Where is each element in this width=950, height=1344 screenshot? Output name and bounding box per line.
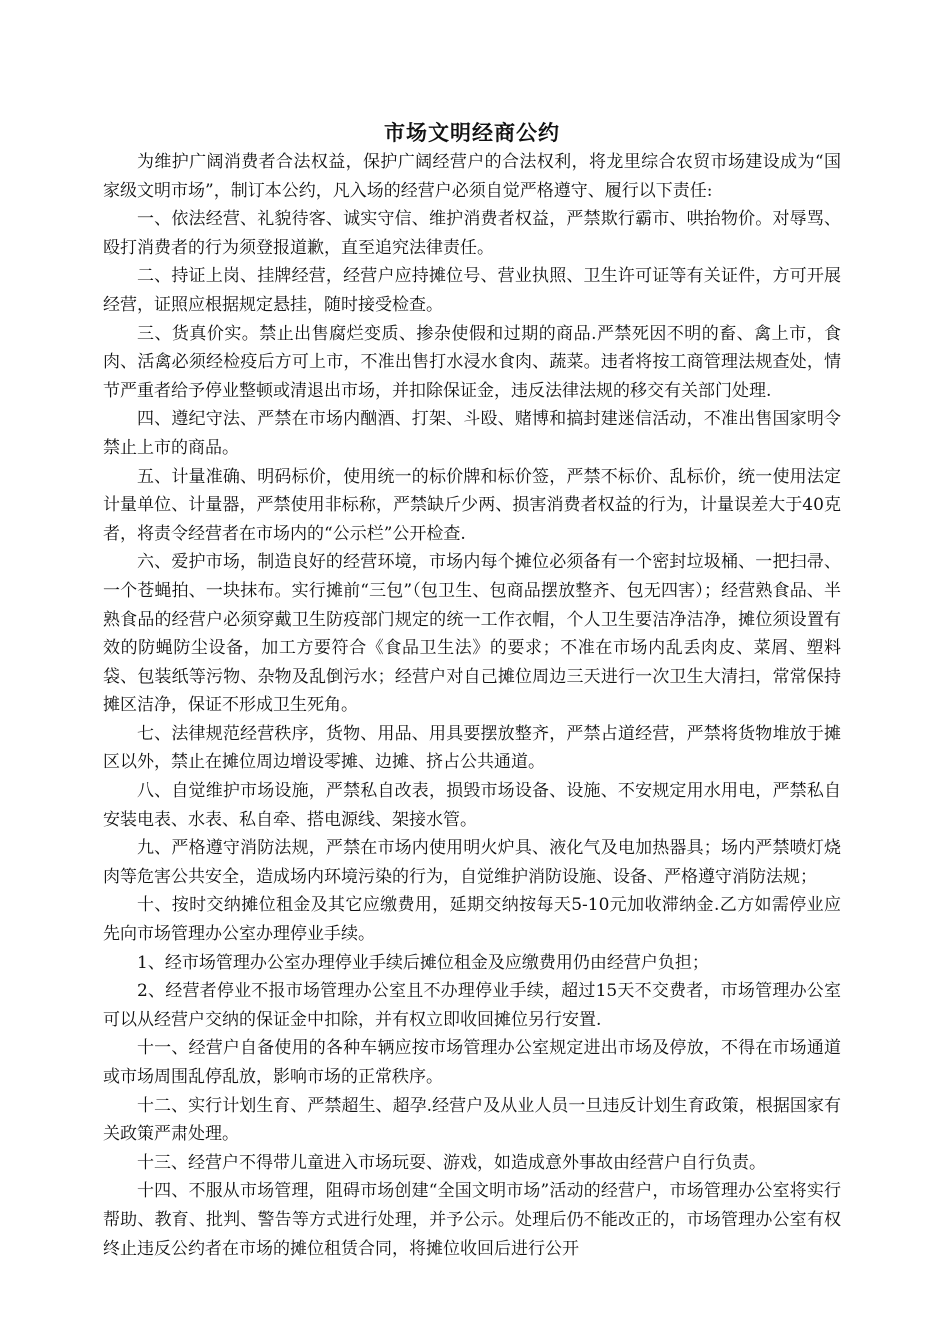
clause-1: 一、依法经营、礼貌待客、诚实守信、维护消费者权益，严禁欺行霸市、哄抬物价。对辱骂、殴打消费者的行为须登报道歉，直至追究法律责任。	[103, 209, 841, 258]
clause-7: 七、法律规范经营秩序，货物、用品、用具要摆放整齐，严禁占道经营，严禁将货物堆放于摊区以外，禁止在摊位周边增设零摊、边摊、挤占公共通道。	[103, 723, 841, 773]
clause-2: 二、持证上岗、挂牌经营，经营户应持摊位号、营业执照、卫生许可证等有关证件，方可开展经营，证照应根据规定悬挂，随时接受检查。	[103, 266, 841, 315]
clause-10-item-1: 1、经市场管理办公室办理停业手续后摊位租金及应缴费用仍由经营户负担；	[137, 952, 709, 973]
intro-paragraph: 为维护广阔消费者合法权益，保护广阔经营户的合法权利，将龙里综合农贸市场建设成为“国家级文明市场”，制订本公约，凡入场的经营户必须自觉严格遵守、履行以下责任:	[103, 152, 841, 201]
document-page	[103, 118, 841, 1263]
page-title: 市场文明经商公约	[384, 120, 560, 145]
clause-3: 三、货真价实。禁止出售腐烂变质、掺杂使假和过期的商品.严禁死因不明的畜、禽上市，食肉、活禽必须经检疫后方可上市，不准出售打水浸水食肉、蔬菜。违者将按工商管理法规查处，情节严重者给予停业整顿或清退出市场，并扣除保证金，违反法律法规的移交有关部门处理.	[103, 323, 841, 401]
clause-13: 十三、经营户不得带儿童进入市场玩耍、游戏，如造成意外事故由经营户自行负责。	[137, 1152, 766, 1173]
clause-14: 十四、不服从市场管理，阻碍市场创建“全国文明市场”活动的经营户，市场管理办公室将实行帮助、教育、批判、警告等方式进行处理，并予公示。处理后仍不能改正的，市场管理办公室有权终止违反公约者在市场的摊位租赁合同，将摊位收回后进行公开	[103, 1181, 841, 1259]
clause-8: 八、自觉维护市场设施，严禁私自改表，损毁市场设备、设施、不安规定用水用电，严禁私自安装电表、水表、私自牵、搭电源线、架接水管。	[103, 781, 841, 830]
clause-9: 九、严格遵守消防法规，严禁在市场内使用明火炉具、液化气及电加热器具；场内严禁喷灯烧肉等危害公共安全，造成场内环境污染的行为，自觉维护消防设施、设备、严格遵守消防法规；	[103, 838, 841, 887]
clause-12: 十二、实行计划生育、严禁超生、超孕.经营户及从业人员一旦违反计划生育政策，根据国家有关政策严肃处理。	[103, 1095, 841, 1145]
clause-5: 五、计量准确、明码标价，使用统一的标价牌和标价签，严禁不标价、乱标价，统一使用法定计量单位、计量器，严禁使用非标称，严禁缺斤少两、损害消费者权益的行为，计量误差大于40克者，将责令经营者在市场内的“公示栏”公开检查.	[103, 466, 841, 544]
clause-10-item-2: 2、经营者停业不报市场管理办公室且不办理停业手续，超过15天不交费者，市场管理办公室可以从经营户交纳的保证金中扣除，并有权立即收回摊位另行安置.	[103, 981, 841, 1030]
clause-11: 十一、经营户自备使用的各种车辆应按市场管理办公室规定进出市场及停放，不得在市场通道或市场周围乱停乱放，影响市场的正常秩序。	[103, 1038, 841, 1087]
clause-10: 十、按时交纳摊位租金及其它应缴费用，延期交纳按每天5-10元加收滞纳金.乙方如需停业应先向市场管理办公室办理停业手续。	[103, 895, 841, 945]
clause-6: 六、爱护市场，制造良好的经营环境，市场内每个摊位必须备有一个密封垃圾桶、一把扫帚、一个苍蝇拍、一块抹布。实行摊前“三包”（包卫生、包商品摆放整齐、包无四害）；经营熟食品、半熟食品的经营户必须穿戴卫生防疫部门规定的统一工作衣帽，个人卫生要洁净洁净，摊位须设置有效的防蝇防尘设备，加工方要符合《食品卫生法》的要求；不准在市场内乱丢肉皮、菜屑、塑料袋、包装纸等污物、杂物及乱倒污水；经营户对自己摊位周边三天进行一次卫生大清扫，常常保持摊区洁净，保证不形成卫生死角。	[103, 552, 841, 716]
clause-4: 四、遵纪守法、严禁在市场内酗酒、打架、斗殴、赌博和搞封建迷信活动，不准出售国家明令禁止上市的商品。	[103, 409, 841, 458]
